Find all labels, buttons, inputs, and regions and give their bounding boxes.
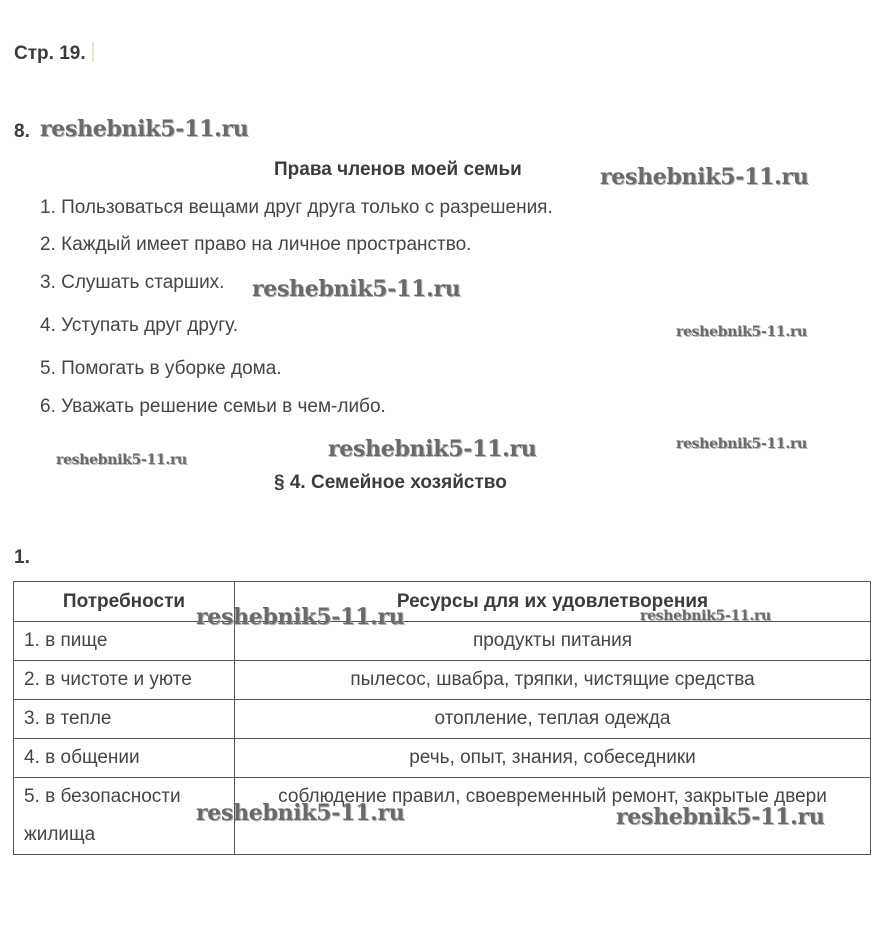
task-8-number: 8. xyxy=(14,121,30,142)
table-header-row xyxy=(14,582,871,622)
watermark: reshebnik5-11.ru xyxy=(676,436,807,452)
resources-cell: пылесос, швабра, тряпки, чистящие средства xyxy=(235,661,871,700)
table-row xyxy=(14,700,871,739)
table-row xyxy=(14,739,871,778)
page-number: Стр. 19. xyxy=(14,42,94,65)
watermark: reshebnik5-11.ru xyxy=(196,604,405,630)
rule-item-4: 4. Уступать друг другу. xyxy=(40,315,239,336)
need-cell: 2. в чистоте и уюте xyxy=(14,661,235,700)
watermark: reshebnik5-11.ru xyxy=(676,324,807,340)
table-row xyxy=(14,778,871,855)
watermark: reshebnik5-11.ru xyxy=(252,276,461,302)
rule-item-3: 3. Слушать старших. xyxy=(40,272,225,293)
resources-cell: соблюдение правил, своевременный ремонт, закрытые двери xyxy=(235,778,871,855)
rule-item-5: 5. Помогать в уборке дома. xyxy=(40,358,282,379)
watermark: reshebnik5-11.ru xyxy=(40,116,249,142)
needs-resources-table xyxy=(13,581,871,855)
section-title: § 4. Семейное хозяйство xyxy=(274,472,507,493)
need-cell: 3. в тепле xyxy=(14,700,235,739)
column-header-resources: Ресурсы для их удовлетворения xyxy=(235,582,871,622)
resources-cell: речь, опыт, знания, собеседники xyxy=(235,739,871,778)
page-mark xyxy=(92,42,94,62)
rule-item-6: 6. Уважать решение семьи в чем-либо. xyxy=(40,396,386,417)
resources-cell: продукты питания xyxy=(235,622,871,661)
need-cell: 4. в общении xyxy=(14,739,235,778)
rule-item-2: 2. Каждый имеет право на личное пространство. xyxy=(40,234,472,255)
task-8-title: Права членов моей семьи xyxy=(274,159,522,180)
watermark: reshebnik5-11.ru xyxy=(640,608,771,624)
watermark: reshebnik5-11.ru xyxy=(196,800,405,826)
need-cell: 1. в пище xyxy=(14,622,235,661)
task-1-number: 1. xyxy=(14,547,30,568)
table-row xyxy=(14,661,871,700)
table-row xyxy=(14,622,871,661)
resources-cell: отопление, теплая одежда xyxy=(235,700,871,739)
need-cell: 5. в безопасности жилища xyxy=(14,778,235,855)
column-header-needs: Потребности xyxy=(14,582,235,622)
rule-item-1: 1. Пользоваться вещами друг друга только с разрешения. xyxy=(40,197,553,218)
watermark: reshebnik5-11.ru xyxy=(56,452,187,468)
watermark: reshebnik5-11.ru xyxy=(616,804,825,830)
watermark: reshebnik5-11.ru xyxy=(600,164,809,190)
watermark: reshebnik5-11.ru xyxy=(328,436,537,462)
